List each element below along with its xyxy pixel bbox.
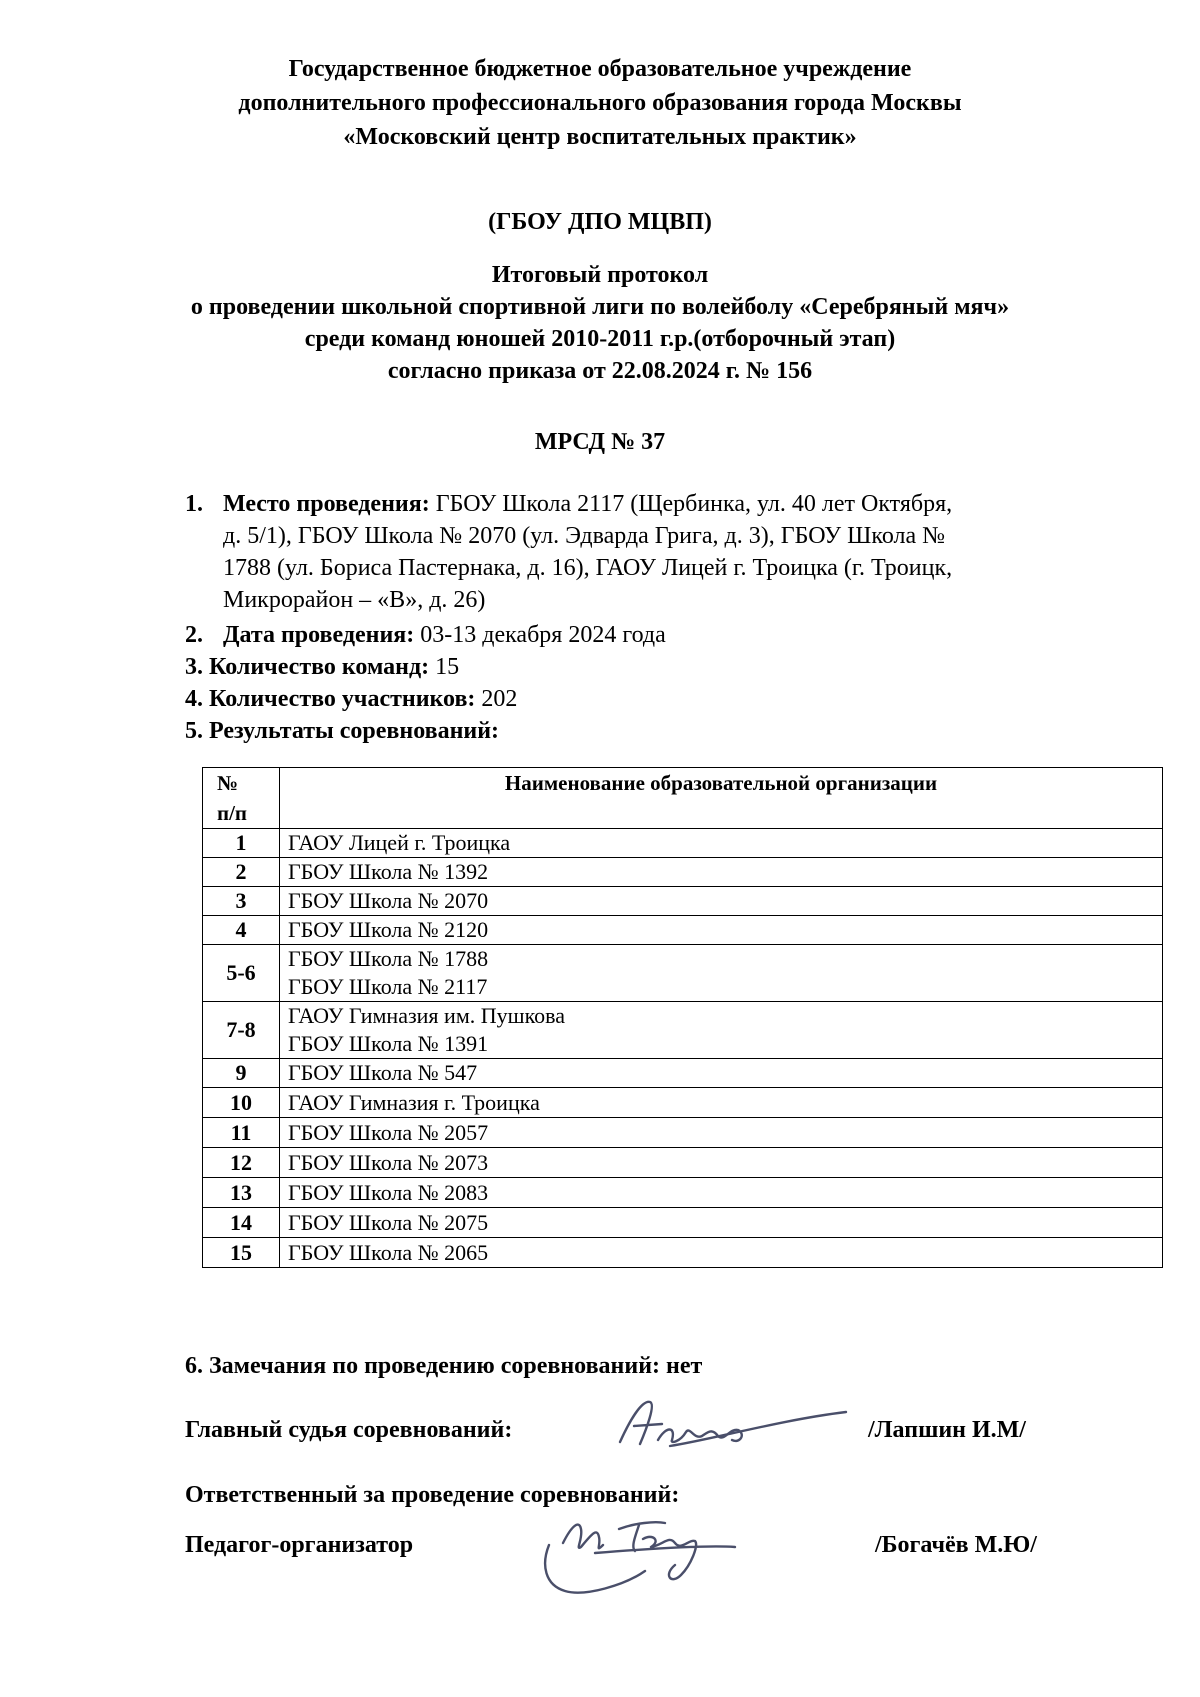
title-line-3: среди команд юношей 2010-2011 г.р.(отборочный этап) bbox=[304, 326, 896, 352]
row-place: 10 bbox=[203, 1088, 280, 1118]
org-line-3: «Московский центр воспитательных практик» bbox=[343, 124, 857, 150]
table-row bbox=[203, 916, 1163, 945]
row-place: 11 bbox=[203, 1118, 280, 1148]
table-row bbox=[203, 1059, 1163, 1088]
info-date bbox=[185, 619, 666, 651]
results-table-body bbox=[203, 829, 1163, 1268]
column-header-name: Наименование образовательной организации bbox=[280, 768, 1163, 829]
row-organization bbox=[280, 945, 1163, 1002]
place-line-3: 1788 (ул. Бориса Пастернака, д. 16), ГАОУ Лицей г. Троицка (г. Троицк, bbox=[223, 555, 953, 581]
chief-judge-signature bbox=[610, 1390, 850, 1460]
organization-name: ГБОУ Школа № 1392 bbox=[288, 859, 489, 884]
table-row bbox=[203, 887, 1163, 916]
row-place: 5-6 bbox=[203, 945, 280, 1002]
title-line-4: согласно приказа от 22.08.2024 г. № 156 bbox=[387, 358, 813, 384]
info-participants bbox=[185, 683, 517, 715]
mrsd-number: МРСД № 37 bbox=[534, 429, 666, 455]
table-row bbox=[203, 1002, 1163, 1059]
table-row bbox=[203, 858, 1163, 887]
organization-name: ГБОУ Школа № 547 bbox=[288, 1060, 478, 1085]
place-line-4: Микрорайон – «В», д. 26) bbox=[223, 587, 486, 613]
results-label: 5. Результаты соревнований: bbox=[185, 718, 500, 744]
organization-name: ГБОУ Школа № 2120 bbox=[288, 917, 489, 942]
place-number: 1. bbox=[185, 491, 203, 517]
table-row bbox=[203, 829, 1163, 858]
row-place: 3 bbox=[203, 887, 280, 916]
table-row bbox=[203, 1148, 1163, 1178]
column-header-number bbox=[203, 768, 280, 829]
info-results bbox=[185, 715, 499, 747]
row-organization bbox=[280, 1118, 1163, 1148]
row-place: 7-8 bbox=[203, 1002, 280, 1059]
organization-name: ГБОУ Школа № 1391 bbox=[288, 1031, 489, 1056]
organization-name: ГБОУ Школа № 2075 bbox=[288, 1209, 489, 1235]
row-organization bbox=[280, 887, 1163, 916]
org-line-2: дополнительного профессионального образования города Москвы bbox=[238, 90, 962, 116]
signature-stroke bbox=[545, 1522, 735, 1592]
title-line-2: о проведении школьной спортивной лиги по волейболу «Серебряный мяч» bbox=[190, 294, 1010, 320]
row-place: 14 bbox=[203, 1208, 280, 1238]
info-teams bbox=[185, 651, 459, 683]
place-text bbox=[223, 488, 1115, 616]
participants-value: 202 bbox=[475, 686, 518, 712]
organization-name: ГБОУ Школа № 2057 bbox=[288, 1119, 489, 1145]
row-place: 12 bbox=[203, 1148, 280, 1178]
row-organization bbox=[280, 916, 1163, 945]
date-value: 03-13 декабря 2024 года bbox=[414, 622, 666, 648]
organization-name: ГБОУ Школа № 2070 bbox=[288, 888, 489, 913]
org-abbreviation: (ГБОУ ДПО МЦВП) bbox=[488, 209, 712, 235]
row-organization bbox=[280, 1178, 1163, 1208]
organization-name: ГБОУ Школа № 2117 bbox=[288, 974, 488, 999]
org-line-1: Государственное бюджетное образовательное учреждение bbox=[288, 56, 912, 82]
organization-header bbox=[0, 52, 1200, 154]
organization-name: ГАОУ Лицей г. Троицка bbox=[288, 830, 511, 855]
organizer-signature bbox=[535, 1505, 775, 1605]
column-number-line-2: п/п bbox=[217, 801, 248, 825]
row-organization bbox=[280, 1208, 1163, 1238]
place-line-1: ГБОУ Школа 2117 (Щербинка, ул. 40 лет Октября, bbox=[429, 491, 953, 517]
row-organization bbox=[280, 858, 1163, 887]
row-place: 9 bbox=[203, 1059, 280, 1088]
teams-label: 3. Количество команд: bbox=[185, 654, 430, 680]
column-number-line-1: № bbox=[217, 771, 239, 795]
participants-label: 4. Количество участников: bbox=[185, 686, 476, 712]
table-row bbox=[203, 1088, 1163, 1118]
table-row bbox=[203, 945, 1163, 1002]
row-place: 13 bbox=[203, 1178, 280, 1208]
row-organization bbox=[280, 829, 1163, 858]
row-place: 15 bbox=[203, 1238, 280, 1268]
remarks: 6. Замечания по проведению соревнований: нет bbox=[185, 1353, 703, 1379]
row-place: 2 bbox=[203, 858, 280, 887]
organizer-name: /Богачёв М.Ю/ bbox=[875, 1532, 1037, 1558]
row-organization bbox=[280, 1088, 1163, 1118]
table-row bbox=[203, 1178, 1163, 1208]
row-organization bbox=[280, 1059, 1163, 1088]
title-line-1: Итоговый протокол bbox=[491, 262, 709, 288]
responsible-label: Ответственный за проведение соревнований: bbox=[185, 1482, 680, 1508]
organization-name: ГБОУ Школа № 1788 bbox=[288, 946, 489, 971]
chief-judge-label: Главный судья соревнований: bbox=[185, 1417, 513, 1443]
place-line-2: д. 5/1), ГБОУ Школа № 2070 (ул. Эдварда Грига, д. 3), ГБОУ Школа № bbox=[223, 523, 946, 549]
document-title bbox=[0, 259, 1200, 387]
row-place: 1 bbox=[203, 829, 280, 858]
organization-name: ГАОУ Гимназия им. Пушкова bbox=[288, 1003, 565, 1028]
organization-name: ГАОУ Гимназия г. Троицка bbox=[288, 1089, 540, 1115]
date-number: 2. bbox=[185, 622, 203, 648]
table-header-row bbox=[203, 768, 1163, 829]
place-label: Место проведения: bbox=[223, 491, 430, 517]
organization-name: ГБОУ Школа № 2073 bbox=[288, 1149, 489, 1175]
table-row bbox=[203, 1118, 1163, 1148]
info-place bbox=[185, 488, 1115, 616]
signature-stroke bbox=[620, 1402, 846, 1446]
table-row bbox=[203, 1208, 1163, 1238]
organization-name: ГБОУ Школа № 2065 bbox=[288, 1239, 489, 1265]
row-place: 4 bbox=[203, 916, 280, 945]
organizer-label: Педагог-организатор bbox=[185, 1532, 414, 1558]
organization-name: ГБОУ Школа № 2083 bbox=[288, 1179, 489, 1205]
row-organization bbox=[280, 1238, 1163, 1268]
results-table bbox=[202, 767, 1163, 1268]
chief-judge-name: /Лапшин И.М/ bbox=[868, 1417, 1026, 1443]
row-organization bbox=[280, 1002, 1163, 1059]
date-text bbox=[223, 619, 666, 651]
row-organization bbox=[280, 1148, 1163, 1178]
date-label: Дата проведения: bbox=[223, 622, 415, 648]
teams-value: 15 bbox=[429, 654, 460, 680]
table-row bbox=[203, 1238, 1163, 1268]
